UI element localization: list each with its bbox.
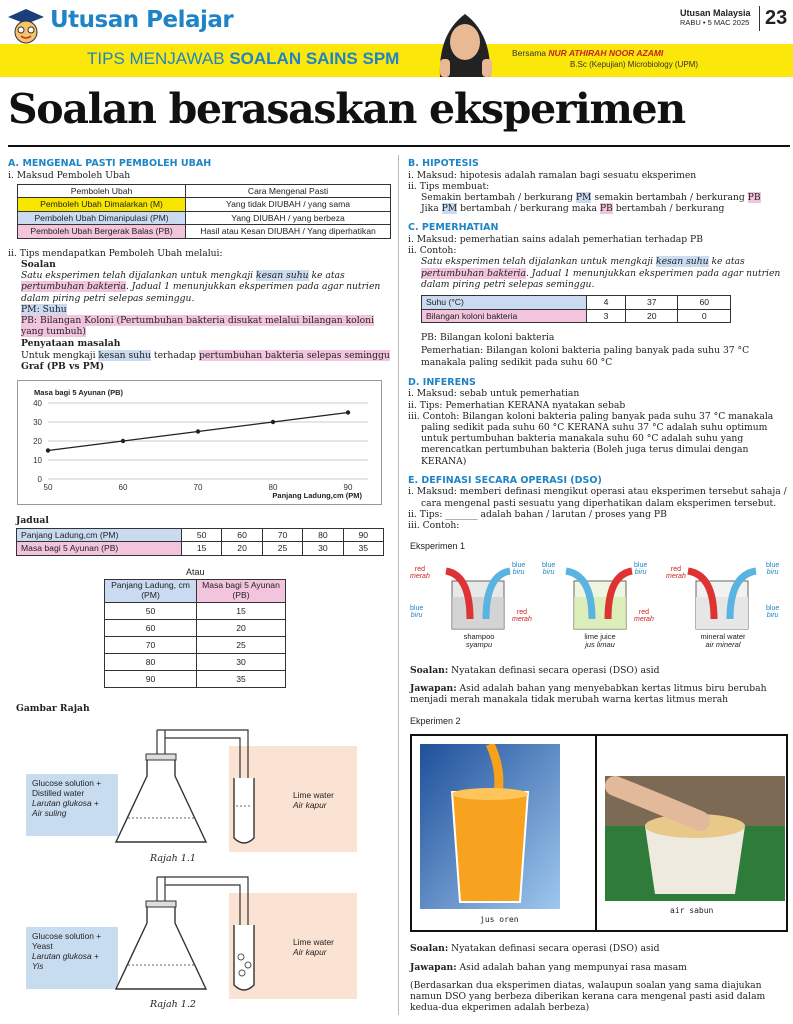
brand-title: Utusan Pelajar <box>50 7 234 33</box>
y-tick-label-0: 0 <box>37 475 42 484</box>
author-line <box>512 48 663 58</box>
rajah-1 <box>20 718 365 868</box>
q1-text: Nyatakan definasi secara operasi (DSO) asid <box>448 665 660 676</box>
blue-3b: blue <box>766 605 780 612</box>
y-tick-label-2: 20 <box>33 437 42 446</box>
x-tick-label-3: 80 <box>268 483 278 492</box>
jt2-b3: 30 <box>197 653 286 670</box>
st-r2-2: 0 <box>678 309 731 322</box>
biru-3: biru <box>766 569 779 577</box>
b-l2c: bertambah / berkurang maka <box>457 203 600 215</box>
st-r2: Bilangan koloni bakteria <box>422 309 587 322</box>
author-credential: B.Sc (Kepujian) Microbiology (UPM) <box>570 60 699 69</box>
jt-r1-label: Panjang Ladung,cm (PM) <box>17 529 182 542</box>
rajah-1-lw <box>293 790 334 810</box>
page-number: 23 <box>765 7 788 29</box>
biru-1b: biru <box>410 612 423 620</box>
pn-text: Penyataan masalah <box>21 338 121 350</box>
lbl-red-1 <box>410 566 430 581</box>
soap-water-photo <box>605 776 785 901</box>
orange-juice-photo <box>420 744 560 909</box>
vt-r1a: Pemboleh Ubah Dimalarkan (M) <box>18 198 186 211</box>
section-b <box>408 158 790 531</box>
pn-label <box>8 338 390 349</box>
beaker-3-label <box>692 633 754 650</box>
vt-r2a: Pemboleh Ubah Dimanipulasi (PM) <box>18 211 186 224</box>
b-i: i. Maksud: hipotesis adalah ramalan bagi sesuatu eksperimen <box>408 169 697 181</box>
pn-3: terhadap <box>150 349 199 361</box>
a-i: i. Maksud Pemboleh Ubah <box>8 169 131 181</box>
photo-1-caption: jus oren <box>480 915 519 924</box>
jt-r2-v0: 15 <box>182 542 222 555</box>
lbl-blue-1 <box>512 562 525 577</box>
st-r1: Suhu (°C) <box>422 296 587 309</box>
y-tick-label-1: 10 <box>33 456 42 465</box>
data-point-3 <box>271 420 275 424</box>
jt-r1-v1: 60 <box>222 529 262 542</box>
y-tick-label-3: 30 <box>33 418 42 427</box>
photo-divider <box>595 736 597 930</box>
a1-text: Asid adalah bahan yang menyebabkan kertas litmus biru berubah menjadi merah manakala tidak merubah warna kertas litmus merah <box>410 683 767 706</box>
photo-panel <box>410 734 788 932</box>
jt-r2-label: Masa bagi 5 Ayunan (PB) <box>17 542 182 555</box>
st-r1-2: 60 <box>678 296 731 309</box>
section-b-head: B. HIPOTESIS <box>408 158 479 169</box>
blue-1: blue <box>512 562 526 569</box>
lbl-blue-2 <box>542 562 555 577</box>
pb-line <box>8 315 390 337</box>
b-l1a: Semakin bertambah / berkurang <box>421 192 576 204</box>
c-s1: Satu eksperimen telah dijalankan untuk mengkaji <box>421 256 657 268</box>
g1a: Glucose solution + <box>32 778 102 788</box>
g2d: Yis <box>32 961 44 972</box>
soalan-s3: ke atas <box>308 270 345 282</box>
red-1: red <box>414 566 425 573</box>
merah-1b: merah <box>512 616 532 624</box>
b2b: jus limau <box>585 640 615 650</box>
paper-name: Utusan Malaysia <box>680 8 751 18</box>
page-title: Soalan berasaskan eksperimen <box>8 85 685 133</box>
pb-text: PB: Bilangan Koloni (Pertumbuhan bakteria disukat melalui bilangan koloni yang tumbuh) <box>21 315 375 338</box>
pm-line <box>8 304 390 315</box>
x-tick-label-2: 70 <box>193 483 203 492</box>
jadual-table-2 <box>104 579 286 688</box>
rajah-1-caption: Rajah 1.1 <box>150 853 196 864</box>
st-r2-0: 3 <box>587 309 626 322</box>
banner-title-a: TIPS MENJAWAB <box>87 49 230 68</box>
merah-1: merah <box>410 573 430 581</box>
beaker-1-label <box>454 633 504 650</box>
banner-title-b: SOALAN SAINS SPM <box>229 49 400 68</box>
lbl-blue-3b <box>766 605 779 620</box>
pm-text: PM: Suhu <box>21 303 67 315</box>
jt2-h2: Masa bagi 5 Ayunan (PB) <box>197 580 286 603</box>
y-axis-label: Masa bagi 5 Ayunan (PB) <box>34 388 124 397</box>
pn-4: pertumbuhan bakteria selepas seminggu <box>198 349 390 361</box>
c-ii: ii. Contoh: <box>408 245 457 257</box>
a2 <box>410 962 790 973</box>
section-d-head: D. INFERENS <box>408 376 476 388</box>
merah-3: merah <box>666 573 686 581</box>
soalan-s1: Satu eksperimen telah dijalankan untuk mengkaji <box>21 270 257 282</box>
b-l2b: PM <box>441 203 458 215</box>
divider <box>759 6 760 31</box>
author-name: NUR ATHIRAH NOOR AZAMI <box>548 48 664 58</box>
b-line2 <box>408 203 790 214</box>
b-l2d: PB <box>599 203 613 215</box>
blue-2: blue <box>542 562 556 569</box>
data-point-2 <box>196 429 200 433</box>
c-i: i. Maksud: pemerhatian sains adalah pemerhatian terhadap PB <box>408 234 703 246</box>
lw-2: Lime water <box>293 937 334 947</box>
jt2-b2: 25 <box>197 636 286 653</box>
biru-1: biru <box>512 569 525 577</box>
y-tick-label-4: 40 <box>33 399 42 408</box>
merah-2: merah <box>634 616 654 624</box>
soalan-s2: kesan suhu <box>256 270 309 282</box>
soalan-text: Soalan <box>21 258 56 270</box>
c-body <box>408 256 790 290</box>
c-pem: Pemerhatian: Bilangan koloni bakteria paling banyak pada suhu 37 °C manakala paling sedikit pada suhu 60 °C <box>421 345 750 368</box>
soalan-body <box>8 270 390 304</box>
a2-label: Jawapan: <box>410 962 457 973</box>
jadual-label <box>16 515 49 526</box>
b-l1d: PB <box>747 192 761 204</box>
jt-r1-v2: 70 <box>262 529 302 542</box>
lbl-red-2 <box>634 609 654 624</box>
rajah-2-lw <box>293 937 334 957</box>
lbl-red-1b <box>512 609 532 624</box>
ek2-label: Ekperimen 2 <box>410 716 461 726</box>
g2b: Yeast <box>32 941 53 952</box>
red-3: red <box>670 566 681 573</box>
jt-r2-v3: 30 <box>303 542 343 555</box>
b-ii: ii. Tips membuat: <box>408 180 490 192</box>
suhu-table <box>421 295 731 323</box>
jt-r1-v0: 50 <box>182 529 222 542</box>
section-c-head: C. PEMERHATIAN <box>408 222 499 234</box>
banner-title <box>87 49 399 70</box>
x-tick-label-4: 90 <box>343 483 353 492</box>
chart-frame <box>17 380 382 505</box>
lbl-blue-2b <box>634 562 647 577</box>
biru-3b: biru <box>766 612 779 620</box>
pn-body <box>8 350 390 361</box>
jt-r1-v4: 90 <box>343 529 383 542</box>
jt2-a2: 70 <box>105 636 197 653</box>
graf-text: Graf (PB vs PM) <box>21 360 105 372</box>
x-tick-label-0: 50 <box>43 483 53 492</box>
g2a: Glucose solution + <box>32 931 102 941</box>
e-i: i. Maksud: memberi definasi mengikut operasi atau eksperimen tersebut sahaja / cara mengenal pasti sesuatu yang diperhatikan dalam eksperimen tersebut. <box>408 486 787 509</box>
red-2: red <box>638 609 649 616</box>
e-ii: ii. Tips: _______ adalah bahan / larutan / proses yang PB <box>408 508 667 520</box>
d-iii: iii. Contoh: Bilangan koloni bakteria paling banyak pada suhu 37 °C manakala paling sedikit pada suhu 60 °C KERANA suhu 37 °C adalah suhu optimum untuk pertumbuhan bakteria manakala suhu 60 °C adalah suhu yang merencatkan pertumbuhan bakteria (Boleh juga terus dimulai dengan KERANA) <box>408 410 774 467</box>
q1-label: Soalan: <box>410 665 449 676</box>
c-pb: PB: Bilangan koloni bakteria <box>421 332 555 344</box>
rajah-label <box>16 703 90 714</box>
author-photo <box>420 4 510 77</box>
ek1-label: Eksperimen 1 <box>410 541 466 551</box>
variable-table <box>17 184 391 239</box>
photo-2-caption: air sabun <box>670 906 714 915</box>
jt-r2-v2: 25 <box>262 542 302 555</box>
c-s3: ke atas <box>708 256 745 268</box>
b2a: lime juice <box>584 632 616 641</box>
jt2-b0: 15 <box>197 602 286 619</box>
g1c: Larutan glukosa + <box>32 798 99 809</box>
biru-2: biru <box>542 569 555 577</box>
title-rule <box>8 145 790 147</box>
lw-1: Lime water <box>293 790 334 800</box>
q2-label: Soalan: <box>410 943 449 954</box>
b1b: syampu <box>465 640 493 650</box>
pn-2: kesan suhu <box>98 349 151 361</box>
c-s2: kesan suhu <box>656 256 709 268</box>
vt-r3a: Pemboleh Ubah Bergerak Balas (PB) <box>18 225 186 238</box>
b3b: air mineral <box>705 640 741 650</box>
soalan-label <box>8 259 390 270</box>
g1d: Air suling <box>32 808 67 819</box>
biru-2b: biru <box>634 569 647 577</box>
vt-r2b: Yang DIUBAH / yang berbeza <box>186 211 391 224</box>
q2 <box>410 943 790 954</box>
ak-1: Air kapur <box>293 800 327 811</box>
jt-r2-v1: 20 <box>222 542 262 555</box>
a-ii: ii. Tips mendapatkan Pemboleh Ubah melalui: <box>8 247 223 259</box>
data-point-4 <box>346 410 350 414</box>
blue-1b: blue <box>410 605 424 612</box>
jadual-table-1 <box>16 528 384 556</box>
a1 <box>410 683 792 705</box>
q2-text: Nyatakan definasi secara operasi (DSO) asid <box>448 943 660 954</box>
beaker-2-label <box>570 633 630 650</box>
e-iii: iii. Contoh: <box>408 520 460 532</box>
mascot-icon <box>5 5 47 45</box>
b-line1 <box>408 192 790 203</box>
note: (Berdasarkan dua eksperimen diatas, walaupun soalan yang sama diajukan namun DSO yang berbeza diberikan kerana cara mengenal pasti asid dalam kedua-dua ekperimen adalah berbeza) <box>410 980 766 1014</box>
jt2-a4: 90 <box>105 670 197 687</box>
vt-r1b: Yang tidak DIUBAH / yang sama <box>186 198 391 211</box>
a2-text: Asid adalah bahan yang mempunyai rasa masam <box>456 962 687 973</box>
vt-head-2: Cara Mengenal Pasti <box>186 184 391 197</box>
g2c: Larutan glukosa + <box>32 951 99 962</box>
column-divider <box>398 155 399 1015</box>
lbl-blue-3 <box>766 562 779 577</box>
data-point-0 <box>46 448 50 452</box>
jt2-a0: 50 <box>105 602 197 619</box>
x-axis-label: Panjang Ladung,cm (PM) <box>272 491 362 500</box>
rajah-text: Gambar Rajah <box>16 703 90 714</box>
jt-r1-v3: 80 <box>303 529 343 542</box>
b-l2a: Jika <box>421 203 442 215</box>
a1-label: Jawapan: <box>410 683 457 694</box>
soalan-s5: . Jadual 1 menunjukkan eksperimen pada agar nutrien dalam piring petri selepas seminggu. <box>21 281 381 304</box>
rajah-2-caption: Rajah 1.2 <box>150 999 196 1010</box>
x-tick-label-1: 60 <box>118 483 128 492</box>
pn-1: Untuk mengkaji <box>21 349 99 361</box>
vt-r3b: Hasil atau Kesan DIUBAH / Yang diperhatikan <box>186 225 391 238</box>
litmus-figure <box>408 557 790 657</box>
b-l1b: PM <box>575 192 592 204</box>
section-a <box>8 158 390 372</box>
jt-r2-v4: 35 <box>343 542 383 555</box>
jt2-h1: Panjang Ladung, cm (PM) <box>105 580 197 603</box>
c-s5: . Jadual 1 menunjukkan eksperimen pada agar nutrien dalam piring petri selepas seminggu. <box>421 267 781 290</box>
jt2-a1: 60 <box>105 619 197 636</box>
jt2-b4: 35 <box>197 670 286 687</box>
line-chart <box>18 381 381 504</box>
graf-label <box>8 361 390 372</box>
b-l1c: semakin bertambah / berkurang <box>591 192 748 204</box>
with-label: Bersama <box>512 48 549 58</box>
blue-2b: blue <box>634 562 648 569</box>
g1b: Distilled water <box>32 788 85 799</box>
st-r2-1: 20 <box>625 309 678 322</box>
section-e-head: E. DEFINASI SECARA OPERASI (DSO) <box>408 474 602 486</box>
rajah-2 <box>20 865 365 1015</box>
ak-2: Air kapur <box>293 947 327 958</box>
d-ii: ii. Tips: Pemerhatian KERANA nyatakan sebab <box>408 399 626 411</box>
jt2-a3: 80 <box>105 653 197 670</box>
b3a: mineral water <box>700 632 746 641</box>
st-r1-0: 4 <box>587 296 626 309</box>
blue-3: blue <box>766 562 780 569</box>
jadual-text: Jadual <box>16 515 49 526</box>
b1a: shampoo <box>463 632 495 641</box>
atau-label: Atau <box>186 567 205 577</box>
red-1b: red <box>516 609 527 616</box>
masthead <box>0 0 793 77</box>
d-i: i. Maksud: sebab untuk pemerhatian <box>408 388 580 400</box>
data-point-1 <box>121 439 125 443</box>
lbl-red-3 <box>666 566 686 581</box>
section-a-head: A. MENGENAL PASTI PEMBOLEH UBAH <box>8 158 212 169</box>
q1 <box>410 665 790 676</box>
c-s4: pertumbuhan bakteria <box>421 267 526 279</box>
soalan-s4: pertumbuhan bakteria <box>21 281 126 293</box>
jt2-b1: 20 <box>197 619 286 636</box>
st-r1-1: 37 <box>625 296 678 309</box>
lbl-blue-1b <box>410 605 423 620</box>
b-l2e: bertambah / berkurang <box>612 203 725 215</box>
vt-head-1: Pemboleh Ubah <box>18 184 186 197</box>
issue-date: RABU • 5 MAC 2025 <box>680 18 750 27</box>
